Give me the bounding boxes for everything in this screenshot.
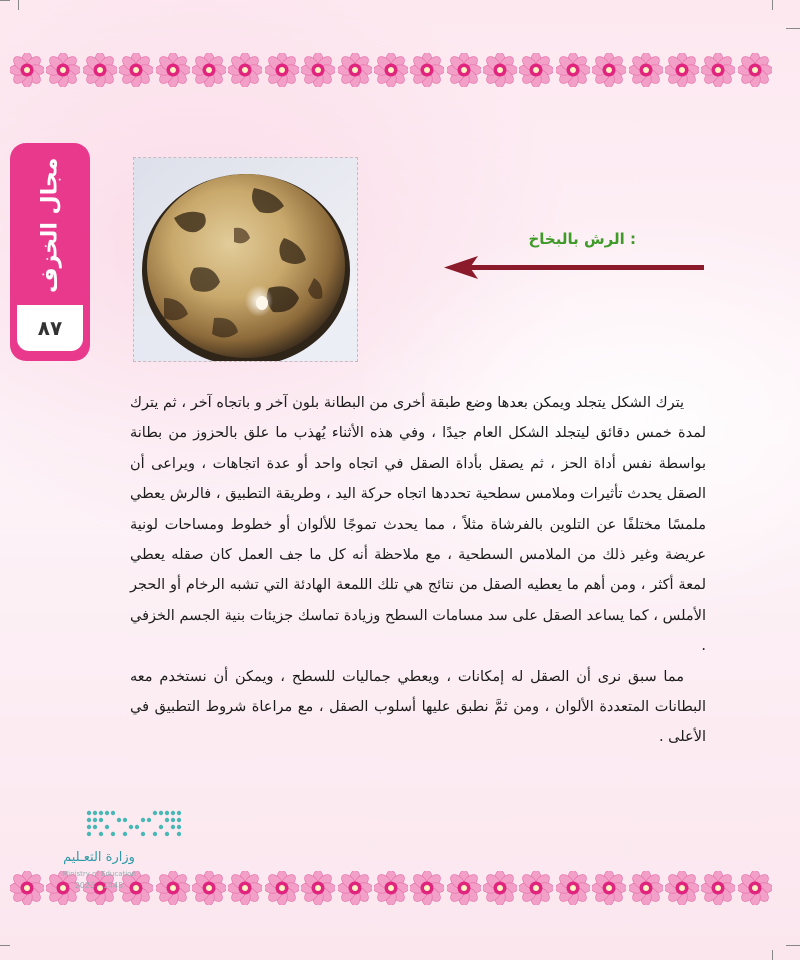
crop-mark [772,950,773,960]
flower-icon [556,871,590,905]
body-text [130,388,706,753]
body-paragraph: يترك الشكل يتجلد ويمكن بعدها وضع طبقة أخرى من البطانة بلون آخر و باتجاه آخر ، ثم يترك لمدة خمس دقائق ليتجلد الشكل العام جيدًا ، وفي هذه الأثناء يُهذب ما علق بالحزوز من بطانة بواسطة نفس أداة الحز ، ثم يصقل بأداة الصقل في اتجاه واحد أو عدة اتجاهات ، ويراعى أن الصقل يحدث تأثيرات وملامس سطحية تحددها اتجاه حركة اليد ، وطريقة التطبيق ، فالرش يعطي ملمسًا مختلفًا عن التلوين بالفرشاة مثلاً ، مما يحدث تموجًا للألوان أو خطوط ومساحات لونية عريضة وغير ذلك من الملامس السطحية ، مع ملاحظة أنه كل ما جف العمل كان صقله يعطي لمعة أكثر ، ومن أهم ما يعطيه الصقل من نتائج هي تلك اللمعة الهادئة التي تشبه الرخام أو الحجر الأملس ، كما يساعد الصقل على سد مسامات السطح وزيادة تماسك جزيئات بنية الجسم الخزفي . [130,395,706,655]
crop-mark [786,945,800,946]
flower-icon [10,53,44,87]
crop-mark [0,945,10,946]
flower-icon [483,53,517,87]
flower-icon [592,53,626,87]
flower-icon [556,53,590,87]
body-paragraph: مما سبق نرى أن الصقل له إمكانات ، ويعطي جماليات للسطح ، ويمكن أن نستخدم معه البطانات المتعددة الألوان ، ومن ثمَّ نطبق عليها أسلوب الصقل ، مع مراعاة شروط التطبيق في الأعلى . [130,668,706,746]
flower-icon [301,53,335,87]
ministry-name: وزارة التعـليم [63,850,135,865]
flower-icon [338,53,372,87]
flower-icon [265,871,299,905]
flower-icon [156,53,190,87]
chapter-title: مجال الخزف [37,157,63,294]
flower-icon [701,53,735,87]
flower-icon [119,53,153,87]
flower-icon [629,53,663,87]
flower-icon [592,871,626,905]
ministry-year: 2023 - 1445 [74,881,124,890]
flower-icon [228,871,262,905]
flower-icon [410,871,444,905]
page-number: ٨٧ [17,305,83,351]
flower-icon [738,871,772,905]
ministry-name-english: Ministry of Education [62,870,136,878]
flower-icon [338,871,372,905]
flower-icon [447,871,481,905]
ceramic-photo [133,157,358,362]
crop-mark [786,28,800,29]
flower-icon [192,53,226,87]
flower-icon [629,871,663,905]
ministry-logo [40,804,190,894]
flower-icon [665,53,699,87]
flower-icon [374,871,408,905]
crop-mark [0,0,10,1]
left-arrow-icon [444,255,706,279]
crop-mark [18,0,19,10]
flower-icon [192,871,226,905]
flower-icon [301,871,335,905]
flower-icon [228,53,262,87]
flower-icon [701,871,735,905]
flower-icon [519,53,553,87]
flower-icon [265,53,299,87]
ministry-emblem-icon [85,809,185,841]
flower-icon [483,871,517,905]
figure-caption: الرش بالبخاخ : [528,230,636,248]
crop-mark [772,0,773,10]
flower-icon [374,53,408,87]
flower-icon [410,53,444,87]
flower-icon [10,871,44,905]
flower-icon [738,53,772,87]
flower-icon [519,871,553,905]
flower-icon [665,871,699,905]
top-flower-border [10,48,772,92]
flower-icon [447,53,481,87]
flower-icon [46,53,80,87]
chapter-tab [10,143,90,361]
flower-icon [83,53,117,87]
